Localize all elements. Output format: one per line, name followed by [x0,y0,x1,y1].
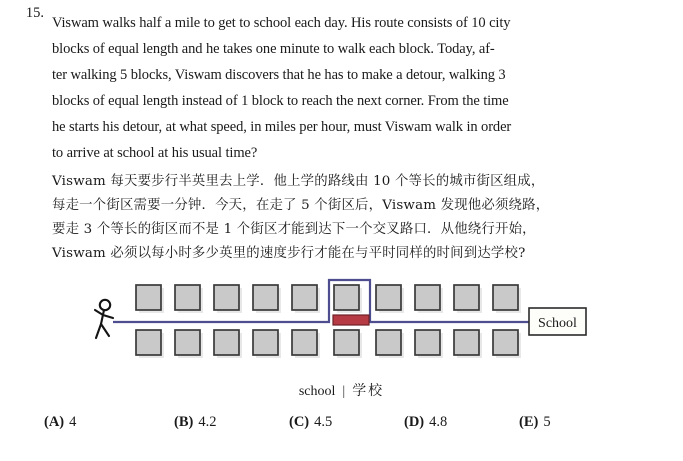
answer-choice-c[interactable] [289,409,332,435]
caption-english: school [298,384,336,399]
problem-line: to arrive at school at his usual time? [52,145,258,161]
city-block [376,330,401,355]
answer-choice-a[interactable] [44,409,76,435]
translation-line: 每走一个街区需要一分钟．今天，在走了 5 个街区后，Viswam 发现他必须绕路， [52,198,550,213]
route-diagram [0,272,683,372]
city-block [415,285,440,310]
answer-choice-e-label: (E) [519,414,539,430]
answer-choice-b-label: (B) [174,414,194,430]
city-block [454,330,479,355]
city-block [493,285,518,310]
answer-choice-b[interactable] [174,409,216,435]
walking-person-icon [95,300,113,338]
translation-line: 要走 3 个等长的街区而不是 1 个街区才能到达下一个交叉路口．从他绕行开始， [52,222,536,237]
translation-line: Viswam 每天要步行半英里去上学．他上学的路线由 10 个等长的城市街区组成， [52,174,545,189]
city-block-detour [334,285,359,310]
answer-choice-e-value: 5 [543,414,551,430]
problem-number: 15. [25,5,44,21]
city-block [292,285,317,310]
caption-separator: | [342,384,346,399]
translation-line: Viswam 必须以每小时多少英里的速度步行才能在与平时同样的时间到达学校? [52,246,526,261]
answer-choice-e[interactable] [519,409,551,435]
answer-choice-a-label: (A) [44,414,65,430]
answer-choice-d-value: 4.8 [429,414,448,430]
city-block [415,330,440,355]
city-blocks-bottom-row [136,330,521,358]
answer-choice-d[interactable] [404,409,447,435]
chinese-translation [52,170,652,266]
answer-choice-c-label: (C) [289,414,310,430]
answer-choice-b-value: 4.2 [198,414,217,430]
city-block [214,285,239,310]
answer-choice-d-label: (D) [404,414,425,430]
problem-statement [0,0,683,166]
city-block [253,285,278,310]
problem-line: he starts his detour, at what speed, in miles per hour, must Viswam walk in order [52,119,512,135]
problem-first-row [0,0,683,166]
city-block [253,330,278,355]
problem-line: Viswam walks half a mile to get to school each day. His route consists of 10 city [52,15,511,31]
city-block [214,330,239,355]
city-block [175,330,200,355]
city-block [454,285,479,310]
city-block [376,285,401,310]
answer-choice-a-value: 4 [69,414,77,430]
city-block [334,330,359,355]
problem-line: ter walking 5 blocks, Viswam discovers that he has to make a detour, walking 3 [52,67,506,83]
answer-choices [44,409,644,435]
city-block [175,285,200,310]
school-box [529,308,586,335]
problem-line: blocks of equal length and he takes one minute to walk each block. Today, af- [52,41,495,57]
city-block [493,330,518,355]
city-block [292,330,317,355]
city-block [136,285,161,310]
answer-choice-c-value: 4.5 [314,414,333,430]
route-diagram-svg [0,272,683,372]
diagram-caption [0,380,683,400]
problem-line: blocks of equal length instead of 1 block to reach the next corner. From the time [52,93,509,109]
school-box-label: School [538,316,577,331]
caption-chinese: 学校 [352,383,385,399]
blocked-road-segment [333,315,369,325]
city-block [136,330,161,355]
problem-english-text [52,0,637,166]
